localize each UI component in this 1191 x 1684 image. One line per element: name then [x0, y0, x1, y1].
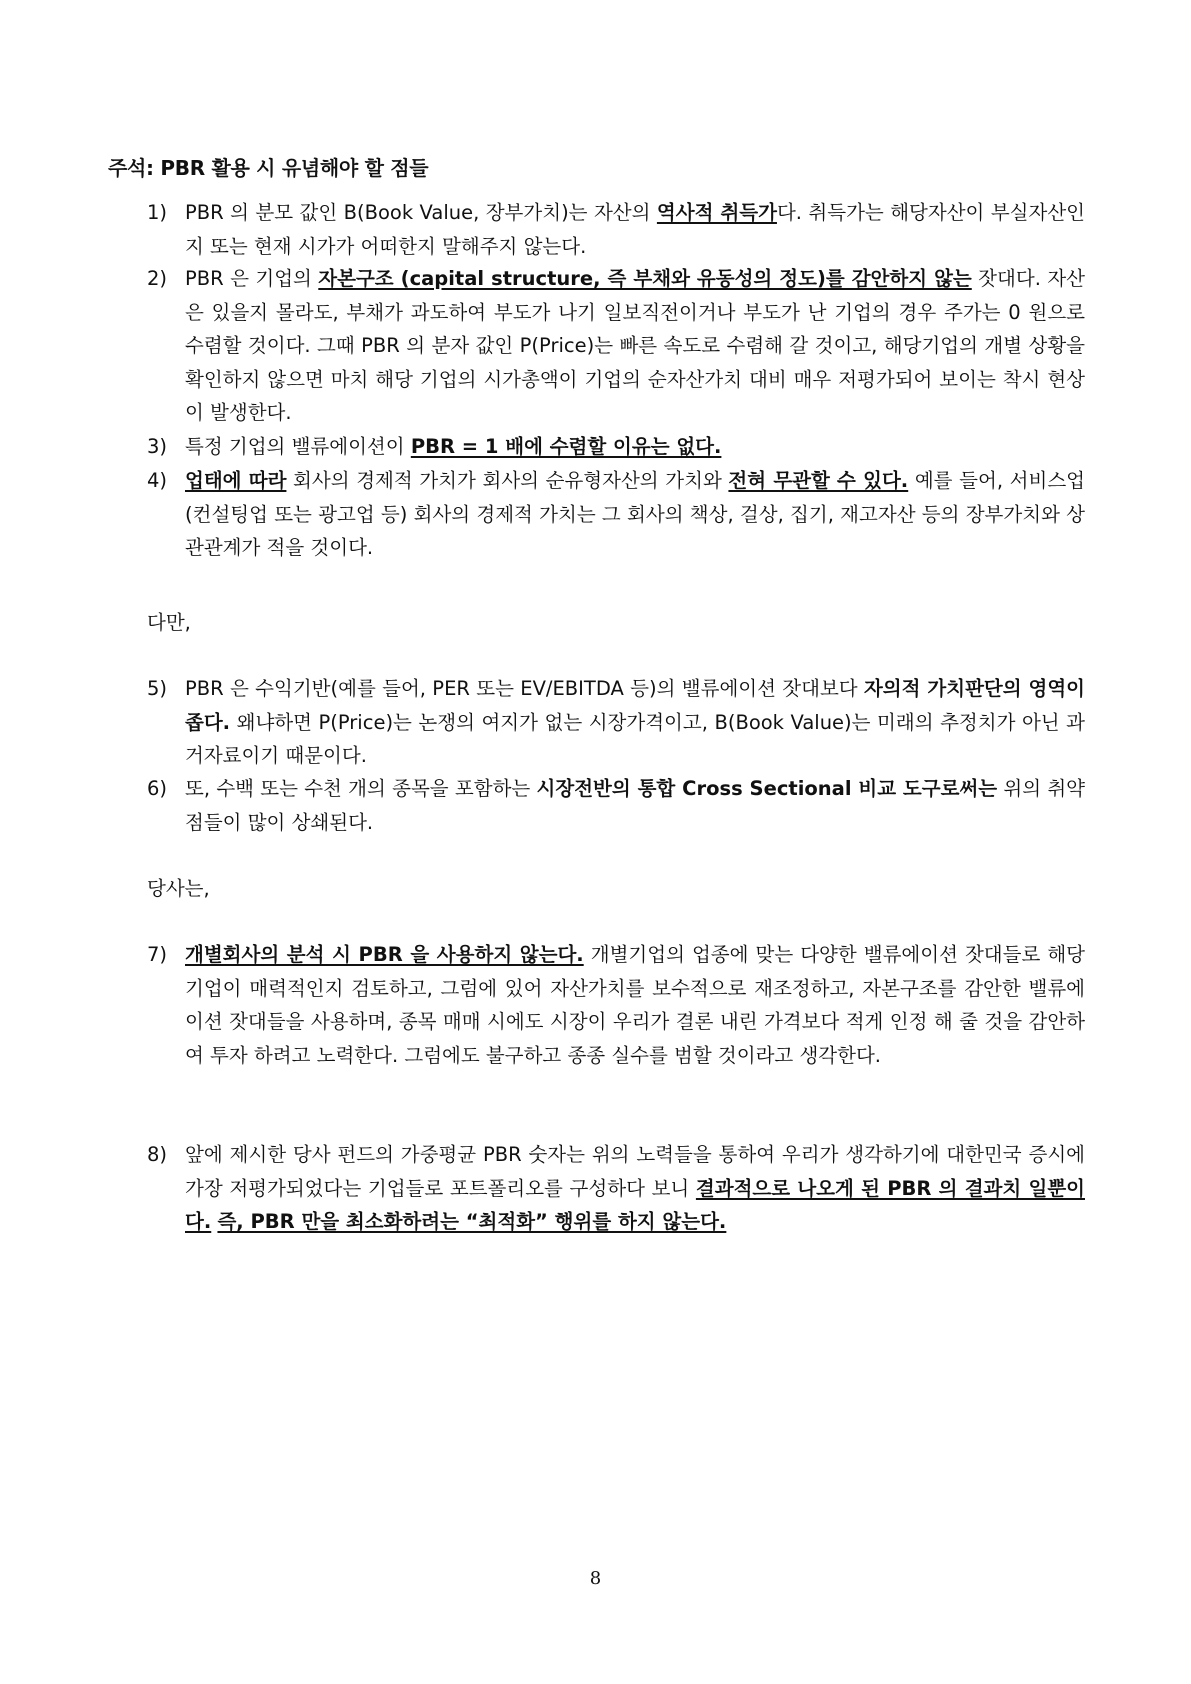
emphasis: 역사적 취득가: [656, 201, 777, 224]
note-item-8: [147, 1138, 1085, 1239]
item-text: PBR 의 분모 값인 B(Book Value, 장부가치)는 자산의 역사적 취득가다. 취득가는 해당자산이 부실자산인지 또는 현재 시가가 어떠한지 말해주지 않는다.: [185, 201, 1086, 258]
emphasis: 자의적 가치판단의 영역이 좁다.: [185, 677, 1085, 734]
item-number: 8): [147, 1143, 168, 1166]
emphasis: 전혀 무관할 수 있다.: [728, 469, 909, 492]
emphasis: 업태에 따라: [185, 469, 287, 492]
emphasis: 즉, PBR 만을 최소화하려는 “최적화” 행위를 하지 않는다.: [217, 1210, 727, 1234]
transition-text: 다만,: [147, 611, 191, 634]
item-text: PBR 은 기업의 자본구조 (capital structure, 즉 부채와 유동성의 정도)를 감안하지 않는 잣대다. 자산은 있을지 몰라도, 부채가 과도하여 부도가 나기 일보직전이거나 부도가 난 기업의 경우 주가는 0 원으로 수렴할 것이다. 그때 PBR 의 분자 값인 P(Price)는 빠른 속도로 수렴해 갈 것이고, 해당기업의 개별 상황을 확인하지 않으면 마치 해당 기업의 시가총액이 기업의 순자산가치 대비 매우 저평가되어 보이는 착시 현상이 발생한다.: [185, 267, 1085, 425]
emphasis: PBR = 1 배에 수렴할 이유는 없다.: [410, 435, 722, 458]
item-number: 2): [147, 267, 168, 290]
item-number: 3): [147, 435, 168, 458]
item-text: 또, 수백 또는 수천 개의 종목을 포함하는 시장전반의 통합 Cross Sectional 비교 도구로써는 위의 취약점들이 많이 상쇄된다.: [185, 777, 1086, 834]
item-number: 4): [147, 469, 168, 492]
item-text: 개별회사의 분석 시 PBR 을 사용하지 않는다. 개별기업의 업종에 맞는 다양한 밸류에이션 잣대들로 해당기업이 매력적인지 검토하고, 그럼에 있어 자산가치를 보수적으로 재조정하고, 자본구조를 감안한 밸류에이션 잣대들을 사용하며, 종목 매매 시에도 시장이 우리가 결론 내린 가격보다 적게 인정 해 줄 것을 감안하여 투자 하려고 노력한다. 그럼에도 불구하고 종종 실수를 범할 것이라고 생각한다.: [185, 943, 1086, 1067]
emphasis: 자본구조 (capital structure, 즉 부채와 유동성의 정도)를 감안하지 않는: [318, 267, 972, 290]
item-text: 앞에 제시한 당사 펀드의 가중평균 PBR 숫자는 위의 노력들을 통하여 우리가 생각하기에 대한민국 증시에 가장 저평가되었다는 기업들로 포트폴리오를 구성하다 보니 결과적으로 나오게 된 PBR 의 결과치 일뿐이다. 즉, PBR 만을 최소화하려는 “최적화” 행위를 하지 않는다.: [185, 1143, 1085, 1234]
note-item-7: [147, 938, 1085, 1072]
item-number: 1): [147, 201, 168, 224]
page-number: 8: [589, 1568, 602, 1589]
note-item-1: [147, 196, 1085, 263]
transition-text: 당사는,: [147, 877, 210, 900]
note-item-6: [147, 772, 1085, 839]
note-item-2: [147, 262, 1085, 430]
note-item-3: [147, 430, 1085, 464]
emphasis: 결과적으로 나오게 된 PBR 의 결과치 일뿐이다.: [185, 1176, 1085, 1234]
item-text: PBR 은 수익기반(예를 들어, PER 또는 EV/EBITDA 등)의 밸류에이션 잣대보다 자의적 가치판단의 영역이 좁다. 왜냐하면 P(Price)는 논쟁의 여지가 없는 시장가격이고, B(Book Value)는 미래의 추정치가 아닌 과거자료이기 때문이다.: [185, 677, 1085, 768]
note-item-5: [147, 672, 1085, 773]
item-number: 6): [147, 777, 168, 800]
item-text: 업태에 따라 회사의 경제적 가치가 회사의 순유형자산의 가치와 전혀 무관할 수 있다. 예를 들어, 서비스업(컨설팅업 또는 광고업 등) 회사의 경제적 가치는 그 회사의 책상, 걸상, 집기, 재고자산 등의 장부가치와 상관관계가 적을 것이다.: [185, 469, 1085, 560]
emphasis: 시장전반의 통합 Cross Sectional 비교 도구로써는: [536, 777, 998, 800]
item-number: 7): [147, 943, 168, 966]
section-heading: 주석: PBR 활용 시 유념해야 할 점들: [108, 156, 429, 180]
note-item-4: [147, 464, 1085, 565]
item-number: 5): [147, 677, 168, 700]
item-text: 특정 기업의 밸류에이션이 PBR = 1 배에 수렴할 이유는 없다.: [185, 435, 722, 458]
emphasis: 개별회사의 분석 시 PBR 을 사용하지 않는다.: [185, 943, 584, 966]
